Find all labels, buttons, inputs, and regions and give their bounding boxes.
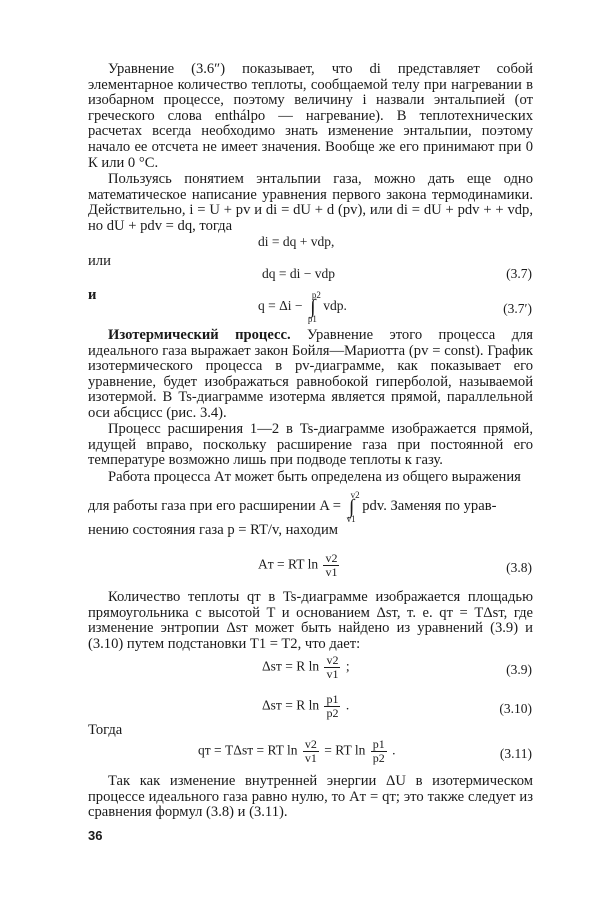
equation-3-11-end: . (392, 742, 396, 758)
equation-number-3-8: (3.8) (506, 560, 532, 575)
integral-lower-limit: p1 (307, 313, 317, 324)
numerator: v2 (326, 653, 339, 667)
fraction-v2-v1 (323, 552, 339, 579)
denominator: v1 (325, 565, 338, 579)
equation-number-3-7: (3.7) (506, 266, 532, 281)
numerator: v2 (325, 551, 338, 565)
equation-3-7-prime (258, 289, 347, 324)
equation-number-3-9: (3.9) (506, 662, 532, 677)
integral-lower-limit-v: v1 (346, 513, 356, 524)
equation-3-11-left: qт = TΔsт = RT ln (198, 742, 298, 758)
fraction-v2-v1-c (303, 738, 319, 765)
integral-sign: ∫ p2 p1 (306, 299, 320, 315)
fraction-v2-v1-b (324, 654, 340, 681)
equation-3-11-mid: = RT ln (324, 742, 366, 758)
fraction-p1-p2 (324, 693, 340, 720)
equation-3-9-end: ; (345, 658, 350, 674)
work-line2-start: для работы газа при его расширении A = (88, 498, 341, 514)
equation-di: di = dq + vdp, (258, 234, 335, 249)
equation-3-9-left: Δsт = R ln (262, 658, 320, 674)
equation-3-11 (198, 738, 395, 765)
equation-3-8 (258, 552, 341, 579)
numerator: p1 (372, 737, 385, 751)
equation-3-7-prime-right: vdp. (323, 298, 347, 313)
paragraph-isothermal-body: Уравнение этого процесса для идеального газа выражает закон Бойля—Мариотта (pv = const). График изотермического процесса в pv-диаграмме, как показывает его уравнение, будет изображаться равнобокой гиперболой, называемой изотермой. В Ts-диаграмме изотерма является прямой, параллельной оси абсцисс (рис. 3.4). (88, 327, 533, 421)
paragraph-internal-energy: Так как изменение внутренней энергии ΔU в изотермическом процессе идеального газа равно нулю, то Aт = qт; это также следует из сравнения формул (3.8) и (3.11). (88, 773, 533, 821)
paragraph-work-line3: нению состояния газа p = RT/v, находим (88, 522, 338, 538)
equation-3-8-left: Aт = RT ln (258, 556, 319, 572)
equation-3-10-end: . (345, 697, 350, 713)
word-ili: или (88, 253, 111, 269)
paragraph-heat-quantity: Количество теплоты qт в Ts-диаграмме изображается площадью прямоугольника с высотой T и основанием Δsт, т. е. qт = TΔsт, где изменение энтропии Δsт может быть найдено из уравнений (3.9) и (3.10) путем подстановки T1 = T2, что дает: (88, 589, 533, 652)
paragraph-first-law-enthalpy: Пользуясь понятием энтальпии газа, можно дать еще одно математическое написание уравнения первого закона термодинамики. Действительно, i = U + pv и di = dU + d (pv), или di = dU + pdv + + vdp, но dU + pdv = dq, тогда (88, 171, 533, 234)
integral-upper-limit: p2 (311, 289, 321, 300)
page-number: 36 (88, 828, 103, 843)
integral-upper-limit-v: v2 (350, 489, 360, 500)
integral-sign-work: ∫ v2 v1 (345, 499, 359, 515)
word-togda: Тогда (88, 722, 123, 738)
numerator: v2 (304, 737, 317, 751)
paragraph-expansion-process: Процесс расширения 1—2 в Ts-диаграмме изображается прямой, идущей вправо, поскольку расширение газа при постоянной его температуре возможно лишь при подводе теплоты к газу. (88, 421, 533, 469)
denominator: v1 (304, 751, 317, 765)
equation-3-7: dq = di − vdp (262, 266, 335, 281)
equation-3-9 (262, 654, 350, 681)
equation-number-3-10: (3.10) (499, 701, 532, 716)
denominator: p2 (372, 751, 385, 765)
denominator: v1 (326, 667, 339, 681)
paragraph-work-line1: Работа процесса Aт может быть определена из общего выражения (108, 469, 521, 485)
heading-isothermal-process: Изотермический процесс. (108, 327, 291, 343)
word-i: и (88, 287, 97, 303)
paragraph-isothermal-process (88, 328, 533, 422)
fraction-p1-p2-b (371, 738, 387, 765)
equation-number-3-7-prime: (3.7′) (503, 301, 532, 316)
numerator: p1 (326, 692, 339, 706)
equation-3-10-left: Δsт = R ln (262, 697, 320, 713)
paragraph-enthalpy-definition: Уравнение (3.6″) показывает, что di представляет собой элементарное количество теплоты, сообщаемой телу при нагревании в изобарном процессе, поэтому величину i назвали энтальпией (от греческого слова enthálpo — нагревание). В теплотехнических расчетах всегда необходимо знать изменение энтальпии, поэтому начало ее отсчета не имеет значения. Вообще же его принимают при 0 К или 0 °С. (88, 61, 533, 171)
equation-3-7-prime-left: q = Δi − (258, 298, 303, 313)
paragraph-work-line2 (88, 489, 497, 524)
equation-number-3-11: (3.11) (499, 746, 532, 761)
equation-3-10 (262, 693, 349, 720)
work-line2-end: pdv. Заменяя по урав- (362, 498, 497, 514)
denominator: p2 (326, 706, 339, 720)
